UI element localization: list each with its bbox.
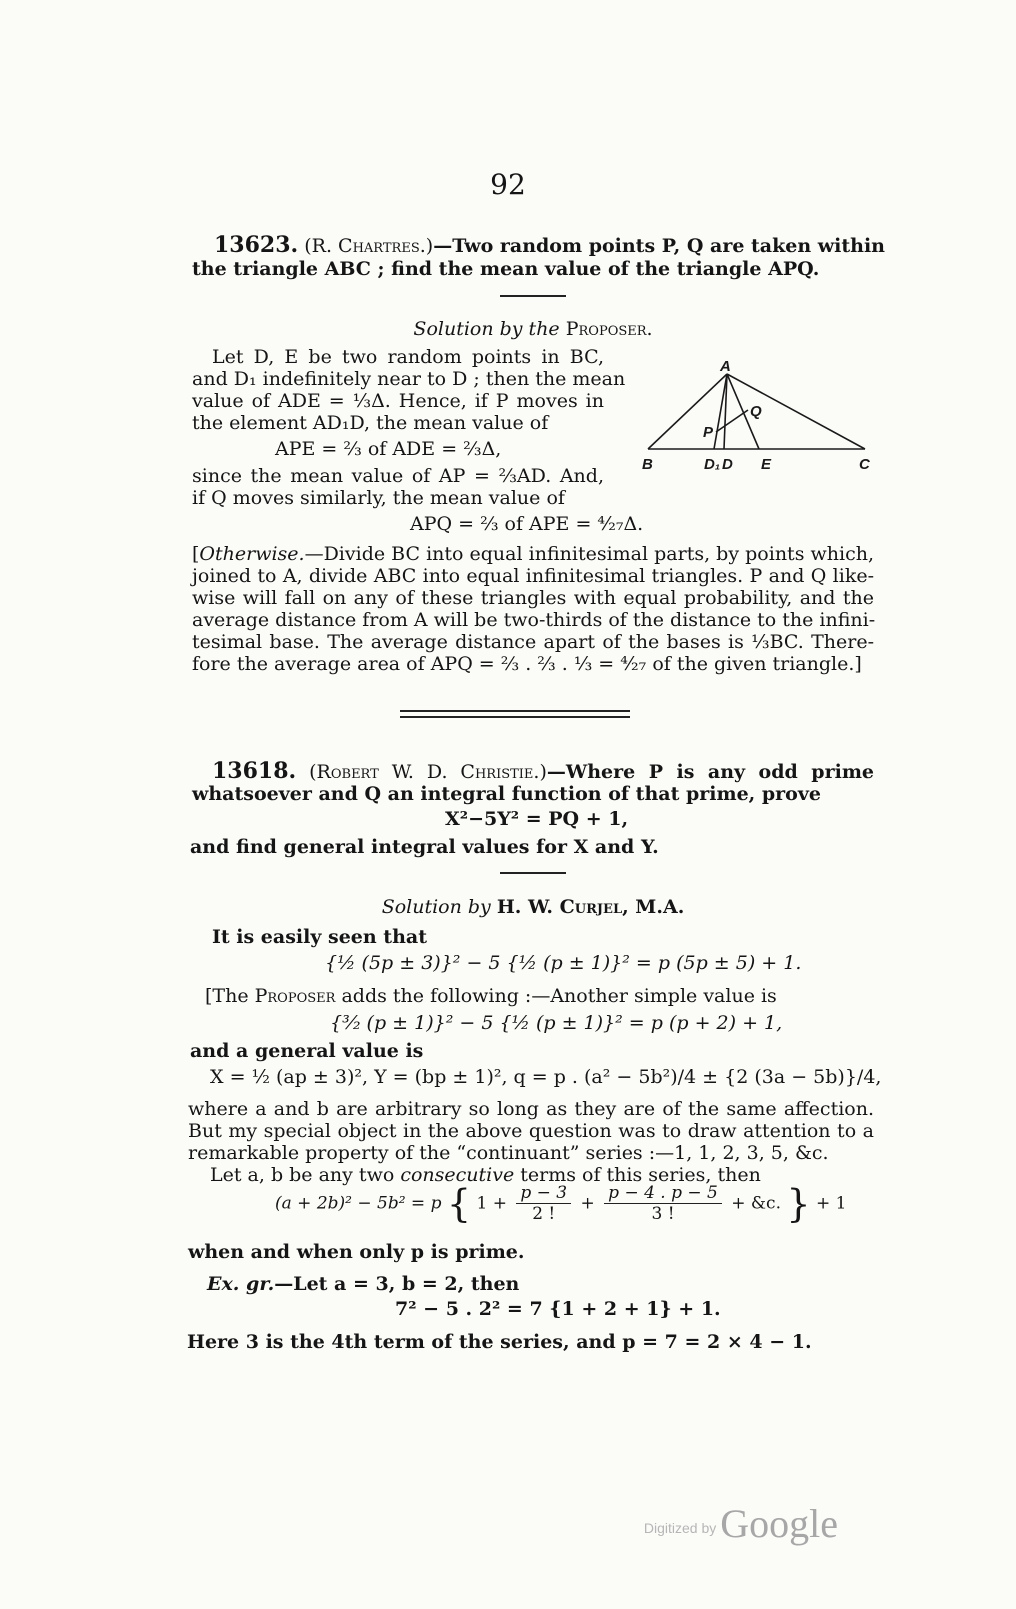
label-e: E	[761, 456, 772, 473]
alternative-solution: wise will fall on any of these triangles with equal probability, and the	[192, 587, 874, 609]
problem-statement-cont: the triangle ABC ; find the mean value of the triangle APQ.	[192, 258, 820, 280]
solution-text: remarkable property of the “continuant” series :—1, 1, 2, 3, 5, &c.	[188, 1142, 829, 1164]
solution-text: Let D, E be two random points in BC,	[212, 346, 604, 368]
side-ac	[727, 374, 865, 449]
problem-statement-cont: and find general integral values for X and Y.	[190, 836, 659, 858]
fraction: $\frac{p - 4 . p - 5}{3 !}$	[604, 1183, 722, 1224]
solution-text: if Q moves similarly, the mean value of	[192, 487, 565, 509]
equation: 7² − 5 . 2² = 7 {1 + 2 + 1} + 1.	[395, 1298, 721, 1320]
triangle-figure	[630, 352, 880, 482]
alternative-solution: average distance from A will be two-thirds of the distance to the infini-	[192, 609, 876, 631]
problem-number: 13618.	[212, 758, 297, 784]
solution-text: and a general value is	[190, 1040, 424, 1062]
equation: X²−5Y² = PQ + 1,	[445, 808, 629, 830]
fraction: $\frac{p - 3}{2 !}$	[516, 1183, 571, 1224]
alternative-solution: [Otherwise.—Divide BC into equal infinitesimal parts, by points which,	[192, 543, 874, 565]
solution-text: where a and b are arbitrary so long as they are of the same affection.	[188, 1098, 874, 1120]
problem-13618-header	[192, 760, 874, 783]
solution-text: Here 3 is the 4th term of the series, and p = 7 = 2 × 4 − 1.	[187, 1331, 812, 1353]
label-p: P	[703, 424, 714, 441]
solution-byline: Solution by the Proposer.	[413, 318, 653, 340]
alternative-solution: tesimal base. The average distance apart of the bases is ⅓BC. There-	[192, 631, 874, 653]
equation: {½ (5p ± 3)}² − 5 {½ (p ± 1)}² = p (5p ± 5) + 1.	[325, 952, 802, 974]
problem-statement: —Two random points P, Q are taken within	[433, 235, 885, 257]
equation: APQ = ⅔ of APE = ⁴⁄₂₇Δ.	[410, 513, 644, 535]
solution-text: and D₁ indefinitely near to D ; then the mean	[192, 368, 626, 390]
section-rule	[500, 872, 566, 874]
page-number: 92	[490, 168, 526, 201]
separator-rule-bottom	[400, 716, 630, 718]
equation: APE = ⅔ of ADE = ⅔Δ,	[275, 438, 502, 460]
problem-author: (Robert W. D. Christie.)	[309, 761, 547, 783]
separator-rule-top	[400, 710, 630, 712]
digitized-watermark: Digitized by Google	[643, 1501, 838, 1546]
solution-text: since the mean value of AP = ⅔AD. And,	[192, 465, 604, 487]
problem-statement-cont: whatsoever and Q an integral function of that prime, prove	[192, 783, 821, 805]
label-q: Q	[750, 403, 762, 420]
label-b: B	[642, 456, 653, 473]
solution-text: It is easily seen that	[212, 926, 427, 948]
label-c: C	[859, 456, 870, 473]
solution-byline: Solution by H. W. Curjel, M.A.	[381, 896, 685, 918]
alternative-solution: fore the average area of APQ = ⅔ . ⅔ . ⅓ = ⁴⁄₂₇ of the given triangle.]	[192, 653, 862, 675]
equation: X = ½ (ap ± 3)², Y = (bp ± 1)², q = p . (a² − 5b²)/4 ± {2 (3a − 5b)}/4,	[210, 1066, 882, 1088]
continuant-equation: (a + 2b)² − 5b² = p { 1 + $\frac{p - 3}{2 !}$ + $\frac{p - 4 . p - 5}{3 !}$ + &c. } + 1	[275, 1181, 847, 1226]
solution-text: when and when only p is prime.	[188, 1241, 525, 1263]
solution-text: the element AD₁D, the mean value of	[192, 412, 549, 434]
solution-text: value of ADE = ⅓Δ. Hence, if P moves in	[192, 390, 604, 412]
problem-number: 13623.	[214, 232, 299, 258]
alternative-solution: joined to A, divide ABC into equal infinitesimal triangles. P and Q like-	[192, 565, 874, 587]
section-rule	[500, 295, 566, 297]
example: Ex. gr.—Let a = 3, b = 2, then	[207, 1273, 520, 1295]
label-a: A	[720, 358, 731, 375]
label-d: D	[722, 456, 733, 473]
problem-13623-header	[192, 232, 885, 258]
equation: {³⁄₂ (p ± 1)}² − 5 {½ (p ± 1)}² = p (p + 2) + 1,	[330, 1012, 783, 1034]
google-logo: Google	[720, 1501, 838, 1546]
label-d1: D₁	[704, 456, 721, 473]
proposer-note: [The Proposer adds the following :—Another simple value is	[205, 985, 777, 1007]
solution-text: Let a, b be any two consecutive terms of this series, then	[210, 1164, 761, 1186]
problem-statement: —Where P is any odd prime	[546, 761, 875, 783]
solution-text: But my special object in the above question was to draw attention to a	[188, 1120, 874, 1142]
problem-author: (R. Chartres.)	[304, 235, 434, 257]
